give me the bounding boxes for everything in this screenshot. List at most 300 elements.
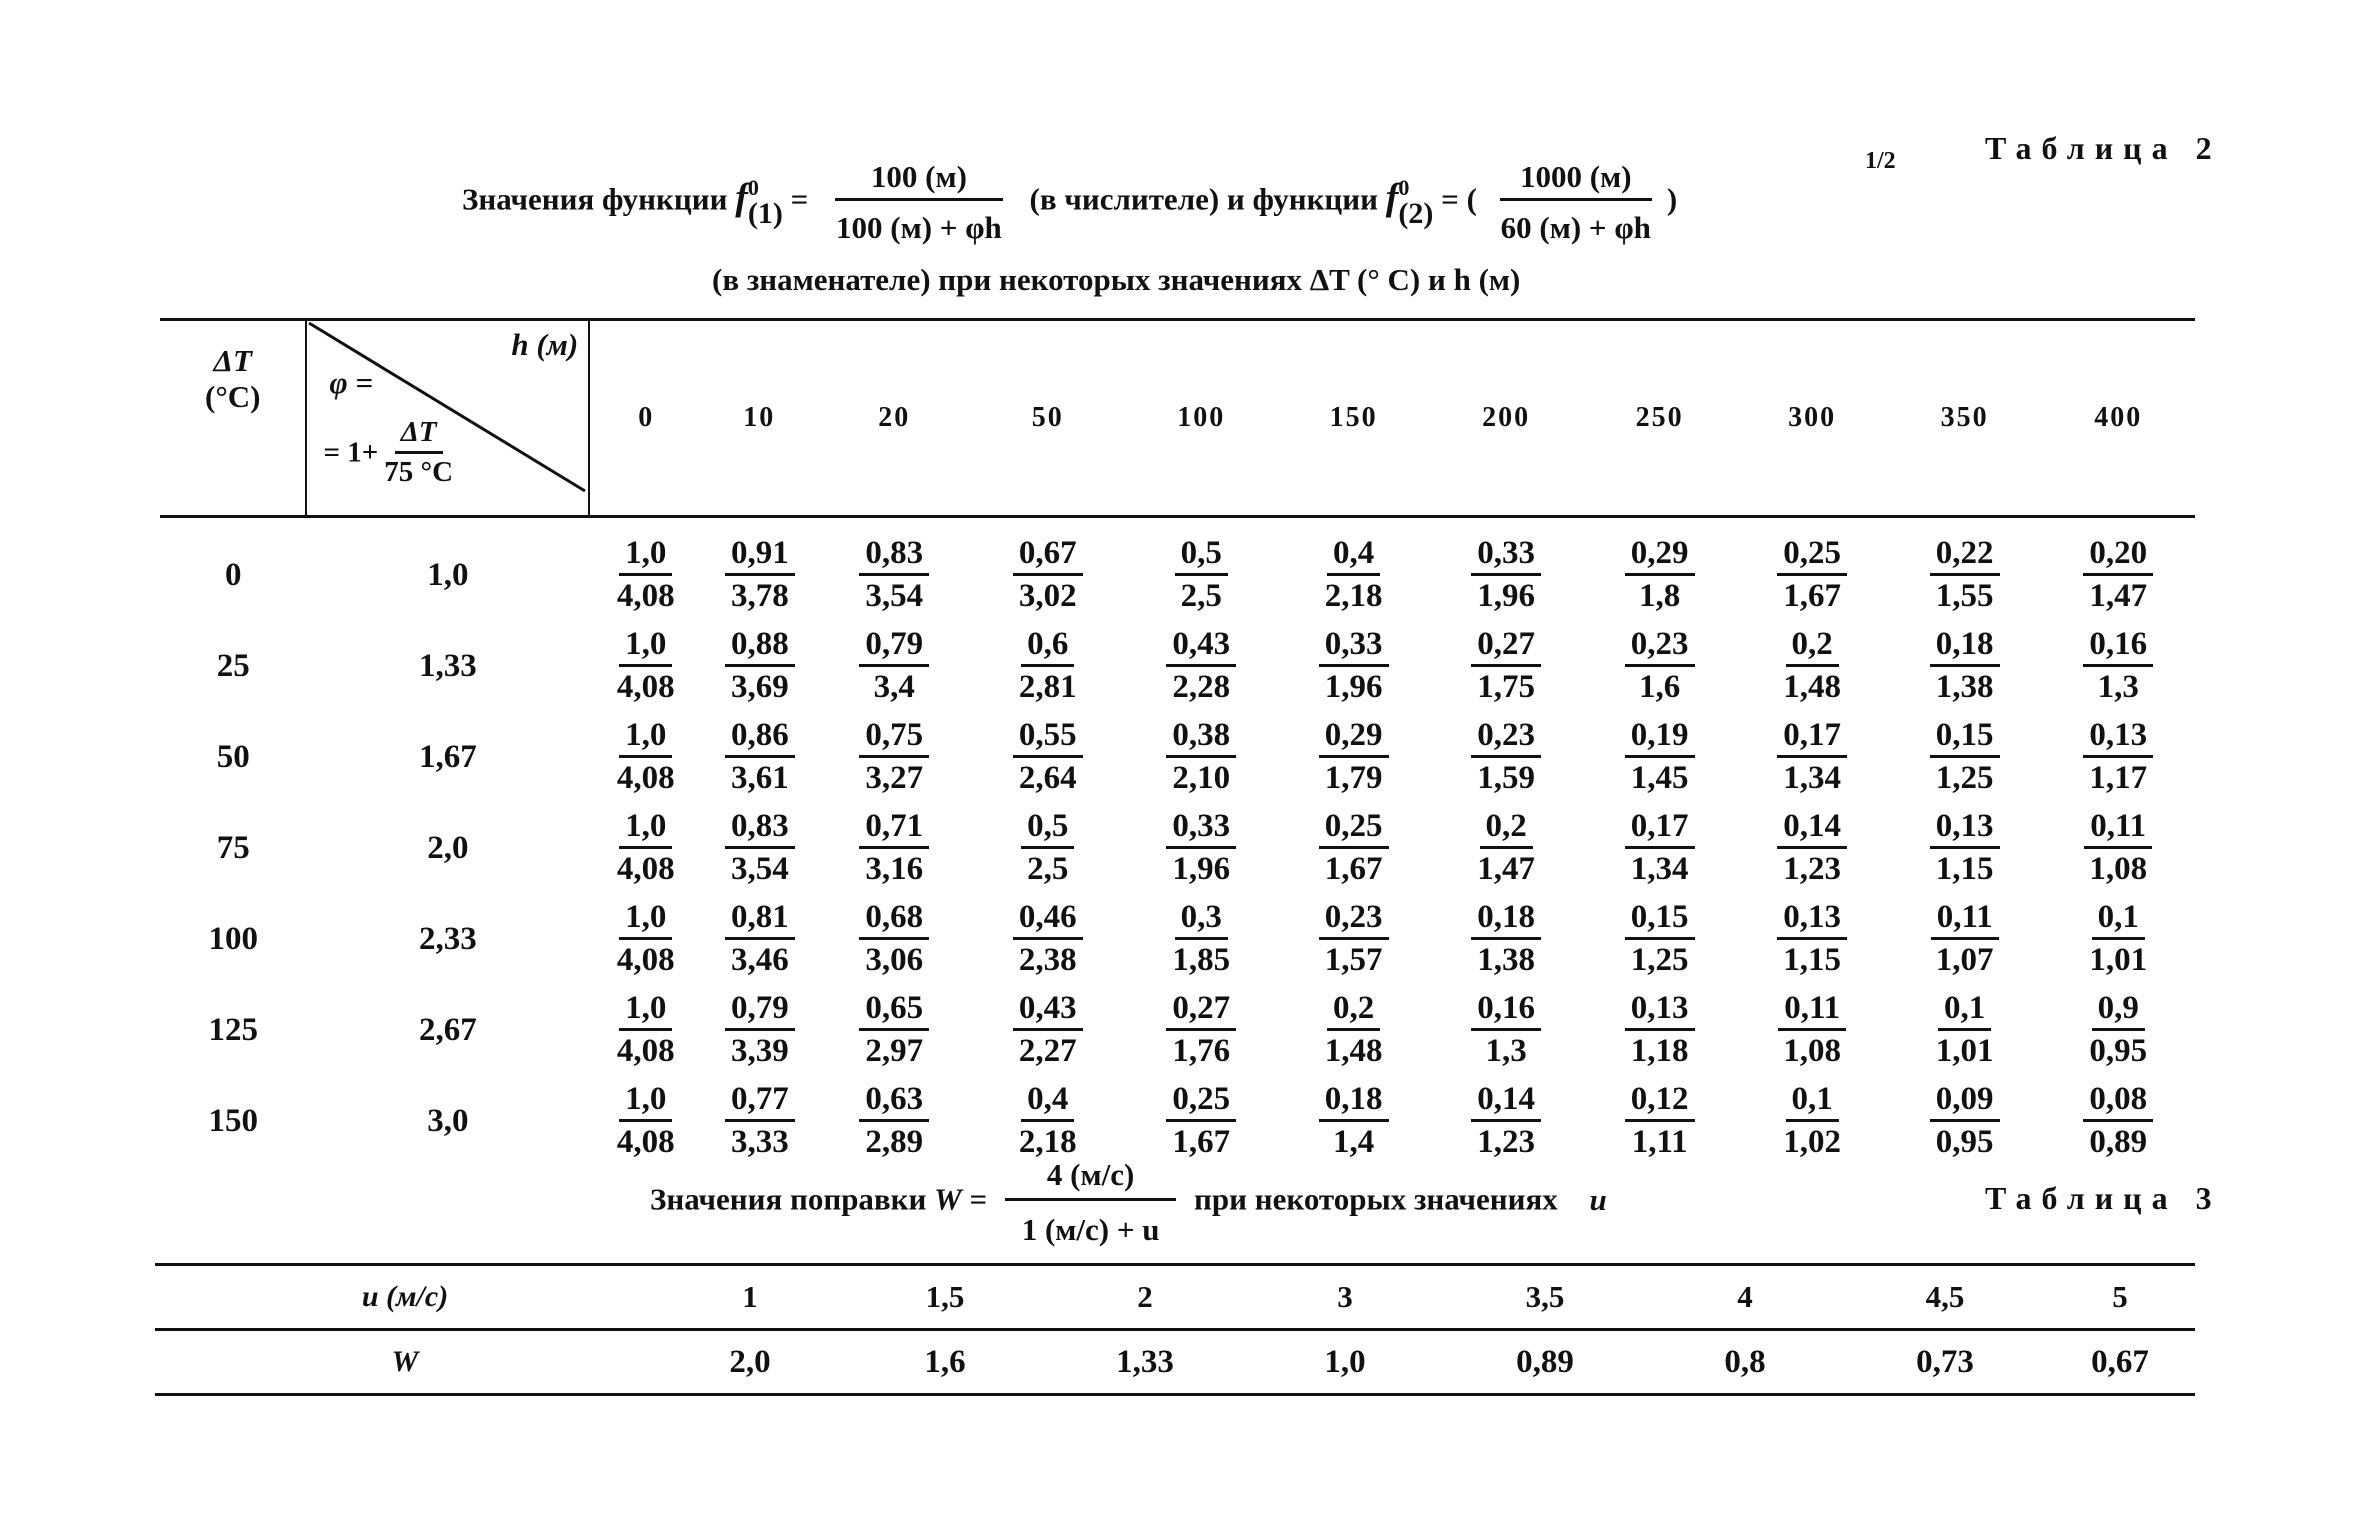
f2-value: 1,67: [1172, 1124, 1231, 1160]
table3: [155, 1263, 2195, 1396]
f1-value: 0,25: [1777, 535, 1847, 576]
f2-value: 1,45: [1630, 760, 1689, 796]
t3-w-value: 2,0: [729, 1343, 771, 1380]
f2-value: 1,34: [1630, 851, 1689, 887]
f1-value: 1,0: [619, 535, 672, 576]
f2-value: 3,33: [731, 1124, 789, 1160]
f2-value: 1,25: [1630, 942, 1689, 978]
f1-value: 0,63: [859, 1081, 929, 1122]
function-value-cell: [971, 621, 1125, 712]
table2-row: [160, 1076, 2195, 1167]
f1-numerator: 100 (м): [835, 160, 1003, 201]
f2-value: 2,28: [1172, 669, 1231, 705]
f1-eq: =: [782, 181, 817, 217]
t3-u-row: [155, 1265, 2195, 1330]
f2-value: 3,54: [731, 851, 789, 887]
function-value-cell: [971, 985, 1125, 1076]
f1-value: 0,43: [1013, 990, 1083, 1031]
function-value-cell: [702, 517, 817, 622]
dt-value: 125: [208, 1012, 258, 1048]
f1-value: 0,14: [1777, 808, 1847, 849]
function-value-cell: [971, 712, 1125, 803]
f1-sub: (1): [747, 196, 783, 230]
t3-u-label: u (м/с): [361, 1280, 449, 1313]
t3-u-value: 3: [1337, 1279, 1353, 1314]
f1-value: 0,86: [725, 717, 795, 758]
f2-value: 3,54: [865, 578, 924, 614]
f2-value: 4,08: [616, 942, 675, 978]
f1-value: 0,27: [1471, 626, 1541, 667]
f2-value: 3,4: [873, 669, 915, 705]
f2-power: 1/2: [1865, 148, 1896, 174]
f2-value: 1,67: [1783, 578, 1842, 614]
function-value-cell: [702, 894, 817, 985]
f2-value: 2,18: [1324, 578, 1383, 614]
table2-header-row: [160, 320, 2195, 517]
dt-value: 150: [208, 1103, 258, 1139]
f1-value: 0,25: [1166, 1081, 1236, 1122]
f1-value: 0,13: [1625, 990, 1695, 1031]
f2-value: 1,57: [1324, 942, 1383, 978]
f1-value: 0,65: [859, 990, 929, 1031]
f2-value: 1,23: [1783, 851, 1842, 887]
phi-value: 2,0: [427, 830, 469, 866]
f1-value: 0,71: [859, 808, 929, 849]
f2-value: 0,95: [1935, 1124, 1994, 1160]
function-value-cell: [589, 894, 702, 985]
f1-value: 1,0: [619, 899, 672, 940]
f2-sup: 0: [1398, 174, 1410, 200]
function-value-cell: [2041, 517, 2195, 622]
f2-numerator: 1000 (м): [1500, 160, 1652, 201]
function-value-cell: [1736, 621, 1887, 712]
f2-value: 1,08: [2089, 851, 2148, 887]
f2-close: ): [1666, 181, 1678, 217]
function-value-cell: [817, 1076, 971, 1167]
dt-value: 50: [216, 739, 250, 775]
f2-value: 1,11: [1631, 1124, 1688, 1160]
function-value-cell: [1429, 985, 1583, 1076]
f1-value: 0,2: [1327, 990, 1380, 1031]
function-value-cell: [1583, 621, 1737, 712]
f1-value: 0,1: [2092, 899, 2145, 940]
function-value-cell: [1888, 712, 2042, 803]
function-value-cell: [971, 894, 1125, 985]
dt-header: [160, 320, 306, 517]
function-value-cell: [1124, 1076, 1278, 1167]
table2-row: [160, 894, 2195, 985]
t3-u-value: 1,5: [925, 1279, 965, 1314]
f1-sup: 0: [747, 174, 759, 200]
f1-value: 0,33: [1319, 626, 1389, 667]
f2-value: 1,79: [1324, 760, 1383, 796]
t3-u-value: 5: [2112, 1279, 2128, 1314]
function-value-cell: [1124, 803, 1278, 894]
t3-title-suffix: при некоторых значениях: [1194, 1181, 1566, 1217]
f1-value: 0,1: [1786, 1081, 1839, 1122]
table2-title: [462, 160, 1677, 245]
f2-value: 1,59: [1477, 760, 1536, 796]
f1-value: 0,19: [1625, 717, 1695, 758]
f1-value: 0,25: [1319, 808, 1389, 849]
table2-row: [160, 803, 2195, 894]
f2-value: 2,27: [1018, 1033, 1077, 1069]
f1-value: 0,33: [1471, 535, 1541, 576]
f1-value: 1,0: [619, 626, 672, 667]
f2-value: 2,89: [865, 1124, 924, 1160]
dt-value: 75: [216, 830, 250, 866]
f2-value: 3,16: [865, 851, 924, 887]
function-value-cell: [1429, 517, 1583, 622]
phi-numerator: ΔT: [395, 417, 443, 454]
f2-value: 1,3: [1485, 1033, 1527, 1069]
f2-value: 1,08: [1783, 1033, 1842, 1069]
function-value-cell: [1888, 1076, 2042, 1167]
f2-value: 0,89: [2089, 1124, 2148, 1160]
function-value-cell: [1583, 517, 1737, 622]
f1-value: 0,68: [859, 899, 929, 940]
f1-value: 0,20: [2083, 535, 2153, 576]
f1-value: 0,22: [1930, 535, 2000, 576]
f2-value: 1,02: [1783, 1124, 1842, 1160]
function-value-cell: [1736, 1076, 1887, 1167]
function-value-cell: [1583, 894, 1737, 985]
f2-value: 1,48: [1783, 669, 1842, 705]
function-value-cell: [2041, 894, 2195, 985]
f2-value: 1,76: [1172, 1033, 1231, 1069]
f1-value: 0,55: [1013, 717, 1083, 758]
function-value-cell: [1888, 517, 2042, 622]
h-col-150: 150: [1329, 402, 1378, 433]
t3-w-symbol: W: [934, 1181, 962, 1217]
phi-value: 1,33: [418, 648, 477, 684]
f1-value: 0,33: [1166, 808, 1236, 849]
function-value-cell: [1888, 803, 2042, 894]
f2-value: 1,47: [1477, 851, 1536, 887]
function-value-cell: [1124, 985, 1278, 1076]
f2-value: 3,27: [865, 760, 924, 796]
phi-value: 2,67: [418, 1012, 477, 1048]
f1-value: 0,79: [859, 626, 929, 667]
f2-value: 1,8: [1639, 578, 1681, 614]
f2-value: 2,97: [865, 1033, 924, 1069]
function-value-cell: [589, 621, 702, 712]
f2-value: 1,3: [2097, 669, 2139, 705]
h-col-350: 350: [1940, 402, 1989, 433]
table3-title: [650, 1158, 1607, 1247]
t3-u-value: 3,5: [1525, 1279, 1565, 1314]
h-col-300: 300: [1788, 402, 1837, 433]
function-value-cell: [2041, 985, 2195, 1076]
function-value-cell: [817, 621, 971, 712]
h-values-0-10: [589, 320, 817, 517]
f2-value: 1,6: [1639, 669, 1681, 705]
phi-formula: [323, 417, 459, 489]
f2-value: 4,08: [616, 851, 675, 887]
f1-value: 0,23: [1319, 899, 1389, 940]
title-prefix: Значения функции: [462, 181, 736, 217]
function-value-cell: [817, 985, 971, 1076]
phi-value: 2,33: [418, 921, 477, 957]
f2-value: 1,96: [1324, 669, 1383, 705]
f2-value: 4,08: [616, 578, 675, 614]
f1-value: 0,1: [1938, 990, 1991, 1031]
table2-label: Таблица 2: [1985, 130, 2222, 166]
f2-value: 1,38: [1477, 942, 1536, 978]
f1-value: 0,13: [2083, 717, 2153, 758]
f2-value: 1,01: [2089, 942, 2148, 978]
table2: [160, 318, 2195, 1167]
function-value-cell: [971, 1076, 1125, 1167]
f2-value: 3,78: [731, 578, 789, 614]
f1-value: 0,17: [1777, 717, 1847, 758]
f2-value: 3,39: [731, 1033, 789, 1069]
function-value-cell: [1583, 1076, 1737, 1167]
f1-value: 1,0: [619, 990, 672, 1031]
f1-value: 0,91: [725, 535, 795, 576]
table2-row: [160, 712, 2195, 803]
f2-value: 1,96: [1172, 851, 1231, 887]
function-value-cell: [2041, 803, 2195, 894]
function-value-cell: [1736, 985, 1887, 1076]
f2-value: 4,08: [616, 669, 675, 705]
f2-value: 1,17: [2089, 760, 2148, 796]
f1-value: 0,38: [1166, 717, 1236, 758]
f1-value: 0,14: [1471, 1081, 1541, 1122]
t3-eq: =: [961, 1181, 995, 1217]
function-value-cell: [589, 712, 702, 803]
f1-value: 0,29: [1319, 717, 1389, 758]
function-value-cell: [1736, 803, 1887, 894]
f1-value: 0,3: [1175, 899, 1228, 940]
phi-prefix: = 1+: [323, 436, 379, 469]
f1-value: 0,18: [1471, 899, 1541, 940]
f1-value: 0,12: [1625, 1081, 1695, 1122]
f2-value: 1,4: [1333, 1124, 1375, 1160]
f1-value: 0,4: [1021, 1081, 1074, 1122]
f1-denominator: 100 (м) + φh: [836, 210, 1002, 246]
f1-value: 0,81: [725, 899, 795, 940]
function-value-cell: [1278, 621, 1429, 712]
dt-header-bottom: (°C): [205, 379, 261, 414]
f2-value: 1,38: [1935, 669, 1994, 705]
t3-w-value: 0,8: [1724, 1343, 1766, 1380]
f2-eq: = (: [1433, 181, 1477, 217]
f1-value: 0,18: [1930, 626, 2000, 667]
function-value-cell: [702, 712, 817, 803]
function-value-cell: [1124, 894, 1278, 985]
f2-value: 3,06: [865, 942, 924, 978]
function-value-cell: [589, 1076, 702, 1167]
function-value-cell: [1278, 1076, 1429, 1167]
t3-w-value: 1,6: [924, 1343, 966, 1380]
f1-value: 1,0: [619, 717, 672, 758]
h-col-400: 400: [2094, 402, 2143, 433]
t3-numerator: 4 (м/с): [1005, 1158, 1176, 1201]
f1-value: 0,11: [2084, 808, 2152, 849]
f2-value: 1,47: [2089, 578, 2148, 614]
function-value-cell: [1583, 803, 1737, 894]
f1-value: 0,23: [1625, 626, 1695, 667]
function-value-cell: [817, 712, 971, 803]
h-col-250: 250: [1635, 402, 1684, 433]
function-value-cell: [1736, 894, 1887, 985]
function-value-cell: [1736, 712, 1887, 803]
function-value-cell: [1278, 894, 1429, 985]
function-value-cell: [817, 803, 971, 894]
f2-value: 3,46: [731, 942, 789, 978]
f1-value: 0,67: [1013, 535, 1083, 576]
function-value-cell: [1429, 712, 1583, 803]
f2-value: 1,67: [1324, 851, 1383, 887]
function-value-cell: [2041, 1076, 2195, 1167]
f2-value: 1,48: [1324, 1033, 1383, 1069]
phi-denominator: 75 °C: [384, 455, 454, 488]
function-value-cell: [1429, 1076, 1583, 1167]
dt-header-top: ΔT: [213, 343, 252, 378]
f2-denominator: 60 (м) + φh: [1500, 210, 1651, 246]
f1-value: 0,79: [725, 990, 795, 1031]
f2-value: 1,96: [1477, 578, 1536, 614]
f2-value: 3,69: [731, 669, 789, 705]
function-value-cell: [702, 1076, 817, 1167]
phi-eq: φ =: [329, 365, 373, 400]
f1-value: 0,15: [1625, 899, 1695, 940]
f1-value: 0,43: [1166, 626, 1236, 667]
function-value-cell: [1124, 621, 1278, 712]
function-value-cell: [817, 517, 971, 622]
f2-value: 3,02: [1018, 578, 1077, 614]
table2-subtitle: (в знаменателе) при некоторых значениях ΔT (° C) и h (м): [712, 262, 1521, 297]
function-value-cell: [971, 803, 1125, 894]
f2-value: 0,95: [2089, 1033, 2148, 1069]
h-col-200: 200: [1482, 402, 1531, 433]
t3-w-value: 0,73: [1916, 1343, 1974, 1380]
function-value-cell: [1736, 517, 1887, 622]
t3-u-symbol: u: [1589, 1181, 1607, 1217]
h-col-0: 0: [638, 402, 655, 433]
table2-row: [160, 517, 2195, 622]
f1-value: 0,5: [1021, 808, 1074, 849]
function-value-cell: [589, 803, 702, 894]
dt-value: 100: [208, 921, 258, 957]
f2-value: 1,75: [1477, 669, 1536, 705]
f2-value: 4,08: [616, 1033, 675, 1069]
f1-value: 0,13: [1777, 899, 1847, 940]
f2-value: 4,08: [616, 760, 675, 796]
f2-value: 3,61: [731, 760, 789, 796]
f2-value: 1,23: [1477, 1124, 1536, 1160]
t3-u-value: 4: [1737, 1279, 1753, 1314]
function-value-cell: [1124, 712, 1278, 803]
f1-symbol: f: [735, 176, 748, 219]
function-value-cell: [971, 517, 1125, 622]
f2-value: 2,5: [1027, 851, 1069, 887]
f2-value: 2,64: [1018, 760, 1077, 796]
f2-value: 2,5: [1180, 578, 1222, 614]
f1-value: 0,6: [1021, 626, 1074, 667]
h-col-10: 10: [743, 402, 776, 433]
phi-h-corner-header: [306, 320, 589, 517]
function-value-cell: [1583, 985, 1737, 1076]
function-value-cell: [1278, 712, 1429, 803]
function-value-cell: [702, 803, 817, 894]
f1-value: 0,9: [2092, 990, 2145, 1031]
f2-value: 1,34: [1783, 760, 1842, 796]
function-value-cell: [1888, 894, 2042, 985]
function-value-cell: [817, 894, 971, 985]
f1-value: 0,23: [1471, 717, 1541, 758]
t3-w-value: 0,89: [1516, 1343, 1574, 1380]
function-value-cell: [702, 621, 817, 712]
f1-value: 0,88: [725, 626, 795, 667]
f2-value: 2,81: [1018, 669, 1077, 705]
f1-value: 0,11: [1778, 990, 1846, 1031]
f2-value: 1,15: [1783, 942, 1842, 978]
f2-value: 1,85: [1172, 942, 1231, 978]
f1-value: 0,16: [1471, 990, 1541, 1031]
dt-value: 0: [224, 557, 242, 593]
function-value-cell: [2041, 621, 2195, 712]
function-value-cell: [1429, 803, 1583, 894]
function-value-cell: [1124, 517, 1278, 622]
f1-value: 0,2: [1480, 808, 1533, 849]
f1-value: 0,18: [1319, 1081, 1389, 1122]
function-value-cell: [1278, 803, 1429, 894]
f1-value: 0,2: [1786, 626, 1839, 667]
f1-value: 0,15: [1930, 717, 2000, 758]
f2-sub: (2): [1398, 196, 1434, 230]
f1-value: 0,29: [1625, 535, 1695, 576]
table2-row: [160, 985, 2195, 1076]
t3-w-row: [155, 1330, 2195, 1395]
h-col-100: 100: [1177, 402, 1226, 433]
function-value-cell: [2041, 712, 2195, 803]
f1-value: 0,09: [1930, 1081, 2000, 1122]
t3-w-value: 0,67: [2091, 1343, 2149, 1380]
f2-value: 2,38: [1018, 942, 1077, 978]
function-value-cell: [702, 985, 817, 1076]
f1-value: 0,83: [725, 808, 795, 849]
f2-value: 2,18: [1018, 1124, 1077, 1160]
function-value-cell: [1888, 621, 2042, 712]
function-value-cell: [1888, 985, 2042, 1076]
function-value-cell: [1429, 894, 1583, 985]
f1-value: 0,77: [725, 1081, 795, 1122]
f2-value: 1,55: [1935, 578, 1994, 614]
f2-value: 1,01: [1935, 1033, 1994, 1069]
f1-value: 0,75: [859, 717, 929, 758]
f1-value: 0,5: [1175, 535, 1228, 576]
f1-value: 0,13: [1930, 808, 2000, 849]
t3-denominator: 1 (м/с) + u: [1021, 1212, 1160, 1248]
t3-w-value: 1,33: [1116, 1343, 1174, 1380]
phi-value: 1,0: [427, 557, 469, 593]
f2-value: 4,08: [616, 1124, 675, 1160]
function-value-cell: [589, 517, 702, 622]
f1-value: 0,17: [1625, 808, 1695, 849]
h-label: h (м): [511, 327, 579, 362]
f1-value: 0,27: [1166, 990, 1236, 1031]
f1-value: 0,16: [2083, 626, 2153, 667]
f2-value: 1,25: [1935, 760, 1994, 796]
f1-value: 0,08: [2083, 1081, 2153, 1122]
h-col-20: 20: [878, 402, 911, 433]
phi-value: 3,0: [427, 1103, 469, 1139]
function-value-cell: [589, 985, 702, 1076]
f1-value: 0,4: [1327, 535, 1380, 576]
f2-value: 1,18: [1630, 1033, 1689, 1069]
